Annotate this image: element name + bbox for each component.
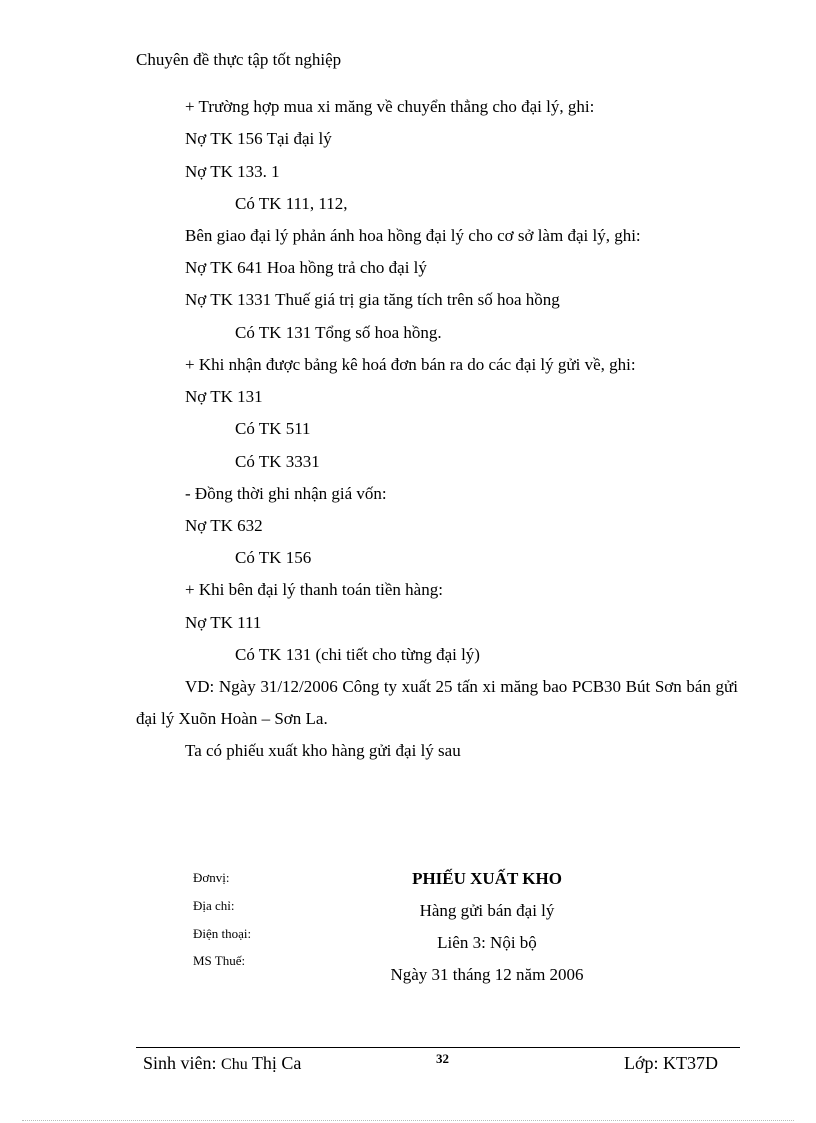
form-unit-label: Đơnvị: (193, 870, 230, 885)
text-line: + Khi nhận được bảng kê hoá đơn bán ra do các đại lý gửi về, ghi: (185, 355, 636, 374)
form-address-label: Địa chỉ: (193, 898, 235, 913)
text-line: - Đồng thời ghi nhận giá vốn: (185, 484, 387, 503)
text-line: Nợ TK 133. 1 (185, 162, 280, 181)
form-subtitle: Hàng gửi bán đại lý (419, 901, 555, 920)
text-line: + Trường hợp mua xi măng về chuyển thẳng cho đại lý, ghi: (185, 97, 595, 116)
text-line: Có TK 156 (235, 548, 312, 567)
page-header: Chuyên đề thực tập tốt nghiệp (136, 50, 342, 69)
text-line: Có TK 3331 (235, 452, 320, 471)
text-line: Nợ TK 632 (185, 516, 263, 535)
text-line: Nợ TK 641 Hoa hồng trả cho đại lý (185, 258, 427, 277)
student-rest-name: Thị Ca (251, 1053, 302, 1073)
student-label: Sinh viên: (143, 1053, 217, 1073)
form-phone-label: Điện thoại: (193, 926, 252, 941)
student-name (143, 1053, 301, 1074)
text-line: Nợ TK 156 Tại đại lý (185, 129, 332, 148)
text-line: + Khi bên đại lý thanh toán tiền hàng: (185, 580, 443, 599)
text-line: Nợ TK 131 (185, 387, 263, 406)
text-line: Có TK 131 (chi tiết cho từng đại lý) (235, 645, 480, 664)
text-line: Có TK 111, 112, (235, 194, 348, 213)
example-paragraph: VD: Ngày 31/12/2006 Công ty xuất 25 tấn xi măng bao PCB30 Bút Sơn bán gửi đại lý Xuõn Hoàn – Sơn La. (136, 677, 738, 728)
text-line: Có TK 511 (235, 419, 311, 438)
text-line: Nợ TK 1331 Thuế giá trị gia tăng tích trên số hoa hồng (185, 290, 560, 309)
text-line: Nợ TK 111 (185, 613, 262, 632)
text-line: Bên giao đại lý phản ánh hoa hồng đại lý cho cơ sở làm đại lý, ghi: (185, 226, 641, 245)
footer-rule (136, 1047, 740, 1048)
closing-line: Ta có phiếu xuất kho hàng gửi đại lý sau (185, 741, 461, 760)
text-line: Có TK 131 Tổng số hoa hồng. (235, 323, 442, 342)
form-date: Ngày 31 tháng 12 năm 2006 (390, 965, 584, 984)
student-first-name: Chu (221, 1056, 248, 1073)
form-copy-label: Liên 3: Nội bộ (437, 933, 537, 952)
form-title: PHIẾU XUẤT KHO (412, 869, 562, 888)
form-tax-label: MS Thuế: (193, 953, 246, 968)
class-label: Lớp: KT37D (624, 1053, 719, 1073)
page-number: 32 (436, 1051, 449, 1066)
page-boundary (22, 1120, 794, 1121)
